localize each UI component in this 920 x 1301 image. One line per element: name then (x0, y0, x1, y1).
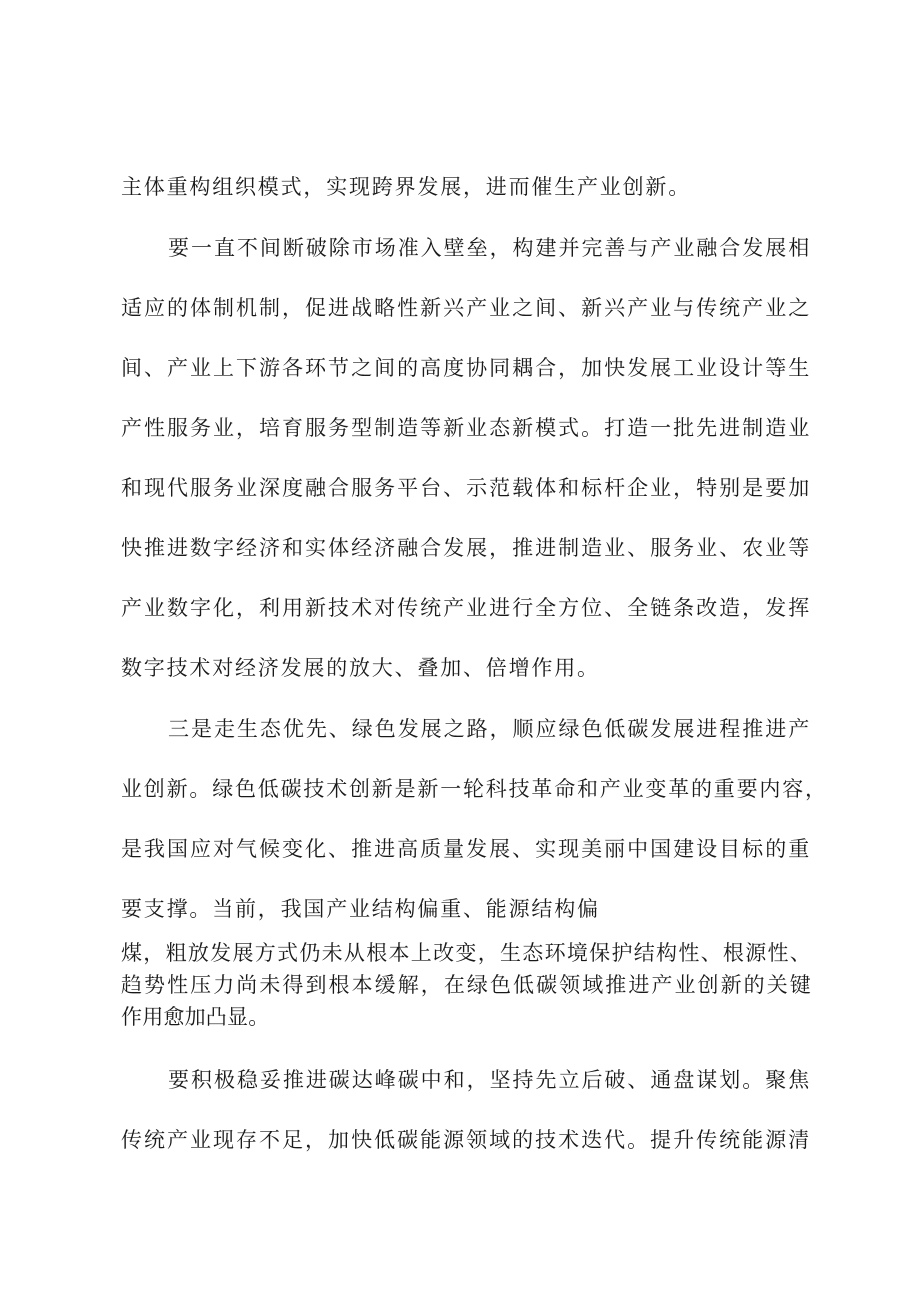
text-line: 是我国应对气候变化、推进高质量发展、实现美丽中国建设目标的重 (121, 837, 811, 861)
text-line: 产业数字化，利用新技术对传统产业进行全方位、全链条改造，发挥 (121, 596, 811, 620)
text-line: 要支撑。当前，我国产业结构偏重、能源结构偏 (121, 897, 600, 921)
text-line: 要积极稳妥推进碳达峰碳中和，坚持先立后破、通盘谋划。聚焦 (168, 1068, 811, 1092)
text-line: 主体重构组织模式，实现跨界发展，进而催生产业创新。 (121, 175, 691, 199)
text-line: 趋势性压力尚未得到根本缓解，在绿色低碳领域推进产业创新的关键 (121, 973, 811, 997)
text-line: 数字技术对经济发展的放大、叠加、倍增作用。 (121, 656, 600, 680)
text-line: 产性服务业，培育服务型制造等新业态新模式。打造一批先进制造业 (121, 416, 811, 440)
text-line: 间、产业上下游各环节之间的高度协同耦合，加快发展工业设计等生 (121, 356, 811, 380)
text-line: 和现代服务业深度融合服务平台、示范载体和标杆企业，特别是要加 (121, 476, 811, 500)
text-line: 快推进数字经济和实体经济融合发展，推进制造业、服务业、农业等 (121, 536, 811, 560)
text-line: 煤，粗放发展方式仍未从根本上改变，生态环境保护结构性、根源性、 (121, 941, 811, 965)
text-line: 适应的体制机制，促进战略性新兴产业之间、新兴产业与传统产业之 (121, 296, 811, 320)
text-line: 作用愈加凸显。 (121, 1005, 270, 1029)
text-line: 要一直不间断破除市场准入壁垒，构建并完善与产业融合发展相 (168, 236, 811, 260)
text-line: 传统产业现存不足，加快低碳能源领域的技术迭代。提升传统能源清 (121, 1128, 811, 1152)
text-line: 三是走生态优先、绿色发展之路，顺应绿色低碳发展进程推进产 (168, 717, 811, 741)
text-line: 业创新。绿色低碳技术创新是新一轮科技革命和产业变革的重要内容， (121, 777, 828, 801)
